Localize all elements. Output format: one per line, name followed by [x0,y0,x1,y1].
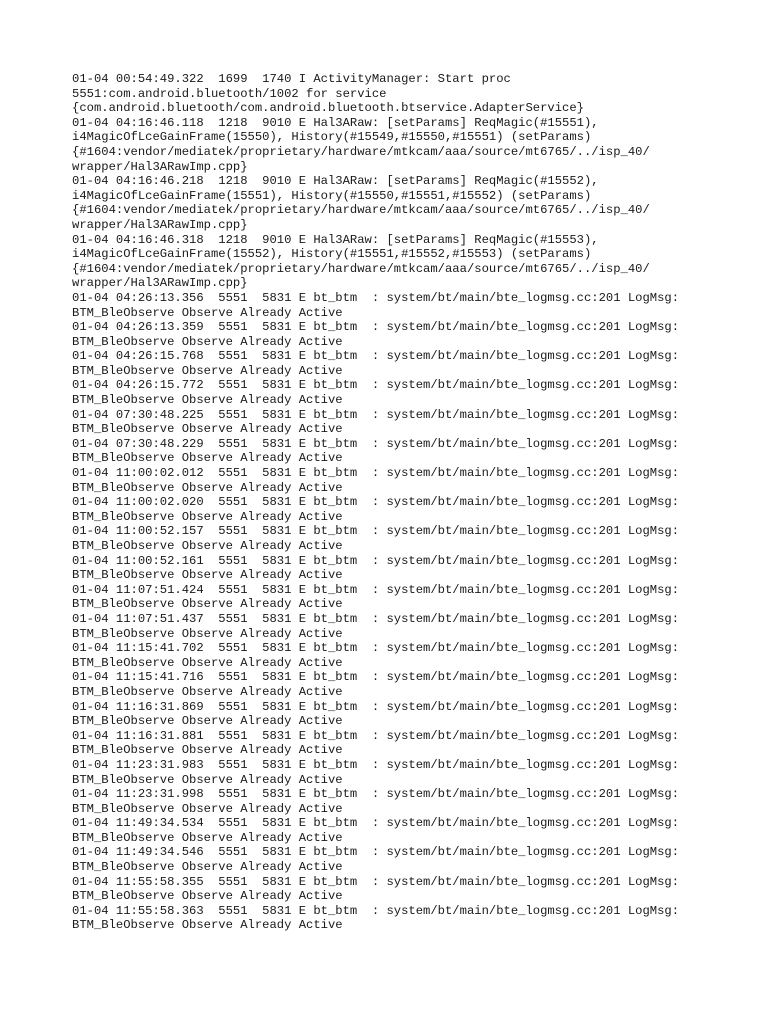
log-line: BTM_BleObserve Observe Already Active [72,422,343,437]
log-line: 01-04 11:15:41.702 5551 5831 E bt_btm : system/bt/main/bte_logmsg.cc:201 LogMsg: [72,641,680,656]
log-line: 01-04 11:23:31.983 5551 5831 E bt_btm : system/bt/main/bte_logmsg.cc:201 LogMsg: [72,757,680,772]
log-line: BTM_BleObserve Observe Already Active [72,451,343,466]
log-line: 01-04 04:26:13.359 5551 5831 E bt_btm : system/bt/main/bte_logmsg.cc:201 LogMsg: [72,320,680,335]
log-line: wrapper/Hal3ARawImp.cpp} [72,217,248,232]
log-line: 01-04 11:55:58.355 5551 5831 E bt_btm : system/bt/main/bte_logmsg.cc:201 LogMsg: [72,874,680,889]
log-line: i4MagicOfLceGainFrame(15552), History(#15551,#15552,#15553) (setParams) [72,247,592,262]
log-line: 5551:com.android.bluetooth/1002 for service [72,86,387,101]
log-line: BTM_BleObserve Observe Already Active [72,363,343,378]
log-line: BTM_BleObserve Observe Already Active [72,743,343,758]
log-line: wrapper/Hal3ARawImp.cpp} [72,276,248,291]
log-line: 01-04 11:49:34.546 5551 5831 E bt_btm : system/bt/main/bte_logmsg.cc:201 LogMsg: [72,845,680,860]
log-line: BTM_BleObserve Observe Already Active [72,480,343,495]
log-line: BTM_BleObserve Observe Already Active [72,918,343,933]
log-line: 01-04 04:26:13.356 5551 5831 E bt_btm : system/bt/main/bte_logmsg.cc:201 LogMsg: [72,290,680,305]
log-line: 01-04 11:23:31.998 5551 5831 E bt_btm : system/bt/main/bte_logmsg.cc:201 LogMsg: [72,787,680,802]
log-line: BTM_BleObserve Observe Already Active [72,801,343,816]
log-line: 01-04 04:16:46.318 1218 9010 E Hal3ARaw: [setParams] ReqMagic(#15553), [72,232,599,247]
log-line: 01-04 11:16:31.881 5551 5831 E bt_btm : system/bt/main/bte_logmsg.cc:201 LogMsg: [72,728,680,743]
log-line: 01-04 00:54:49.322 1699 1740 I ActivityManager: Start proc [72,72,511,86]
log-line: BTM_BleObserve Observe Already Active [72,655,343,670]
log-line: 01-04 11:55:58.363 5551 5831 E bt_btm : system/bt/main/bte_logmsg.cc:201 LogMsg: [72,903,680,918]
log-line: {com.android.bluetooth/com.android.bluetooth.btservice.AdapterService} [72,101,584,116]
log-line: 01-04 11:00:52.161 5551 5831 E bt_btm : system/bt/main/bte_logmsg.cc:201 LogMsg: [72,553,680,568]
log-line: BTM_BleObserve Observe Already Active [72,597,343,612]
log-line: 01-04 11:07:51.437 5551 5831 E bt_btm : system/bt/main/bte_logmsg.cc:201 LogMsg: [72,611,680,626]
log-line: BTM_BleObserve Observe Already Active [72,305,343,320]
log-line: 01-04 11:00:02.020 5551 5831 E bt_btm : system/bt/main/bte_logmsg.cc:201 LogMsg: [72,495,680,510]
log-line: i4MagicOfLceGainFrame(15550), History(#15549,#15550,#15551) (setParams) [72,130,592,145]
log-text-block [72,72,732,933]
log-line: {#1604:vendor/mediatek/proprietary/hardware/mtkcam/aaa/source/mt6765/../isp_40/ [72,203,650,218]
log-line: BTM_BleObserve Observe Already Active [72,860,343,875]
log-line: BTM_BleObserve Observe Already Active [72,772,343,787]
log-line: BTM_BleObserve Observe Already Active [72,830,343,845]
log-line: 01-04 07:30:48.225 5551 5831 E bt_btm : system/bt/main/bte_logmsg.cc:201 LogMsg: [72,407,680,422]
log-line: BTM_BleObserve Observe Already Active [72,334,343,349]
log-line: 01-04 11:00:52.157 5551 5831 E bt_btm : system/bt/main/bte_logmsg.cc:201 LogMsg: [72,524,680,539]
log-line: wrapper/Hal3ARawImp.cpp} [72,159,248,174]
log-line: 01-04 04:26:15.768 5551 5831 E bt_btm : system/bt/main/bte_logmsg.cc:201 LogMsg: [72,349,680,364]
log-line: 01-04 11:49:34.534 5551 5831 E bt_btm : system/bt/main/bte_logmsg.cc:201 LogMsg: [72,816,680,831]
log-line: {#1604:vendor/mediatek/proprietary/hardware/mtkcam/aaa/source/mt6765/../isp_40/ [72,261,650,276]
log-line: 01-04 11:15:41.716 5551 5831 E bt_btm : system/bt/main/bte_logmsg.cc:201 LogMsg: [72,670,680,685]
log-line: BTM_BleObserve Observe Already Active [72,626,343,641]
log-line: 01-04 07:30:48.229 5551 5831 E bt_btm : system/bt/main/bte_logmsg.cc:201 LogMsg: [72,436,680,451]
log-line: BTM_BleObserve Observe Already Active [72,889,343,904]
log-line: {#1604:vendor/mediatek/proprietary/hardware/mtkcam/aaa/source/mt6765/../isp_40/ [72,144,650,159]
log-line: BTM_BleObserve Observe Already Active [72,393,343,408]
log-line: BTM_BleObserve Observe Already Active [72,509,343,524]
log-line: BTM_BleObserve Observe Already Active [72,539,343,553]
log-line: i4MagicOfLceGainFrame(15551), History(#15550,#15551,#15552) (setParams) [72,188,592,203]
log-line: 01-04 04:16:46.218 1218 9010 E Hal3ARaw: [setParams] ReqMagic(#15552), [72,174,599,189]
log-line: 01-04 11:00:02.012 5551 5831 E bt_btm : system/bt/main/bte_logmsg.cc:201 LogMsg: [72,466,680,481]
log-line: 01-04 04:26:15.772 5551 5831 E bt_btm : system/bt/main/bte_logmsg.cc:201 LogMsg: [72,378,680,393]
log-line: 01-04 11:16:31.869 5551 5831 E bt_btm : system/bt/main/bte_logmsg.cc:201 LogMsg: [72,699,680,714]
log-line: BTM_BleObserve Observe Already Active [72,714,343,729]
log-line: 01-04 04:16:46.118 1218 9010 E Hal3ARaw: [setParams] ReqMagic(#15551), [72,115,599,130]
log-line: BTM_BleObserve Observe Already Active [72,684,343,699]
log-line: 01-04 11:07:51.424 5551 5831 E bt_btm : system/bt/main/bte_logmsg.cc:201 LogMsg: [72,582,680,597]
log-line: BTM_BleObserve Observe Already Active [72,568,343,583]
